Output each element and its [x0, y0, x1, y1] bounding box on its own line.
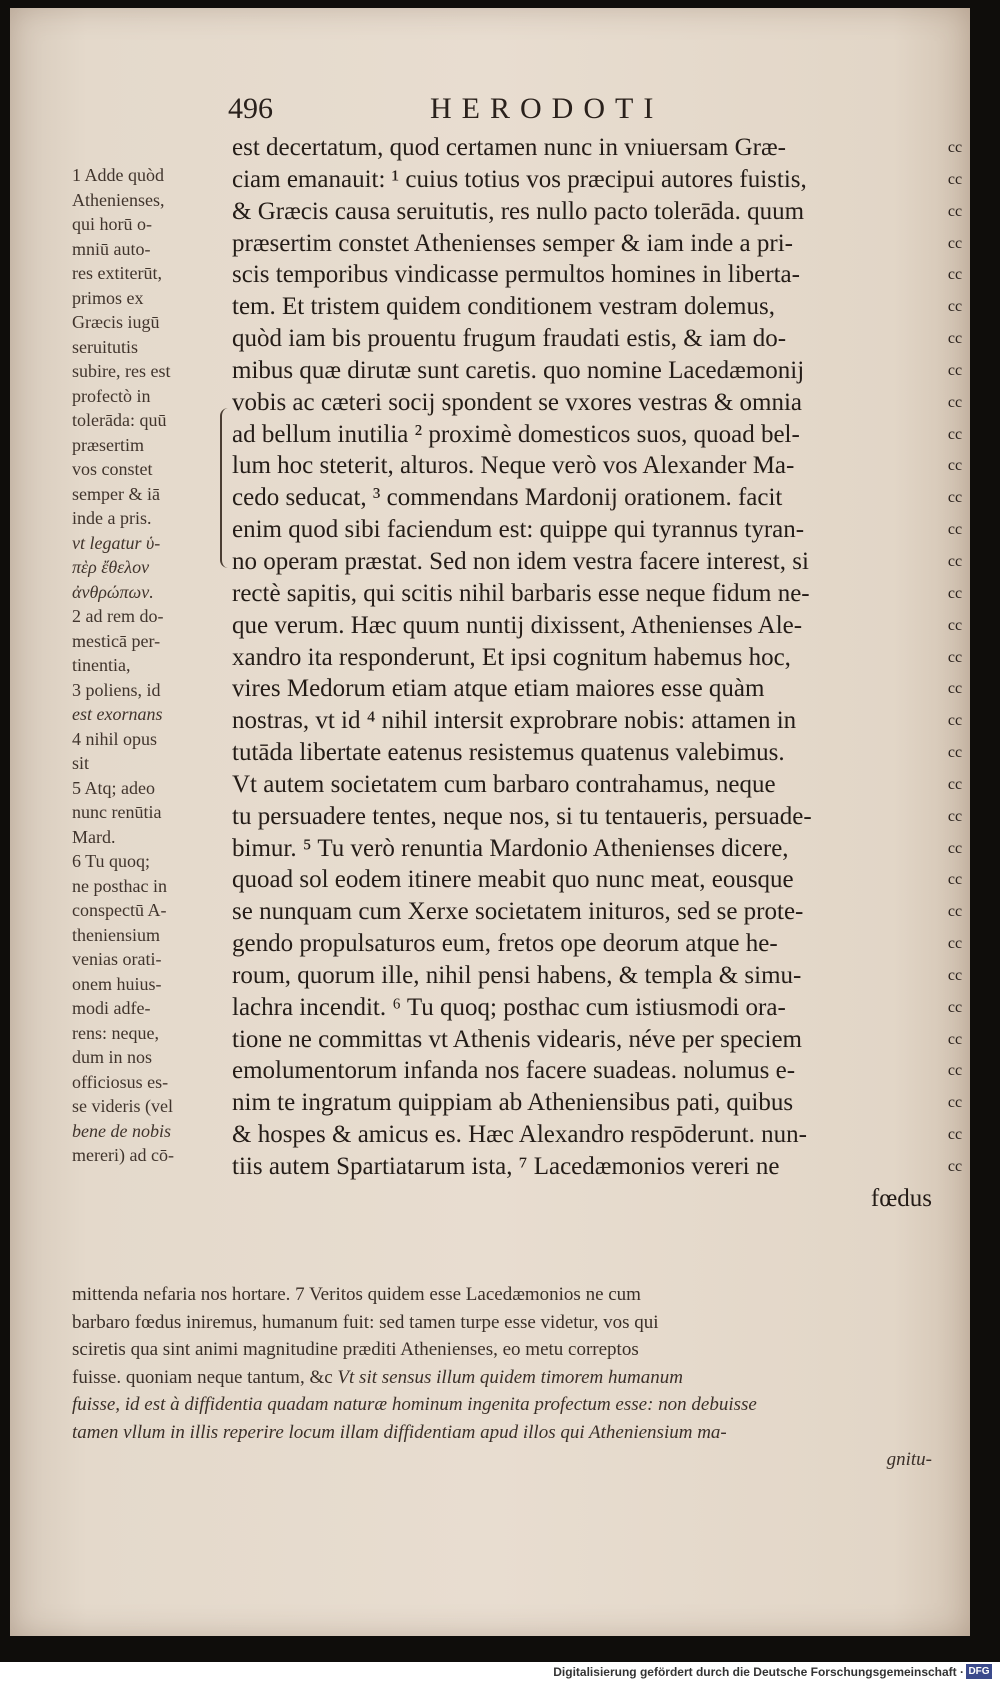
footnote-line	[72, 1336, 932, 1364]
text-line: vobis ac cæteri socij spondent se vxores vestras & omnia	[232, 388, 803, 416]
quote-mark: cc	[947, 1062, 963, 1080]
quote-mark: cc	[947, 361, 963, 379]
quote-mark: cc	[947, 457, 963, 475]
margin-note-line: venias orati-	[72, 949, 162, 969]
margin-note-line: πὲρ ἔθελον	[72, 557, 150, 577]
margin-note-line: ἀνθρώπων.	[72, 581, 154, 602]
footnote-roman-text: fuisse. quoniam neque tantum, &c	[72, 1366, 338, 1388]
text-line: quòd iam bis prouentu frugum fraudati estis, & iam do-	[232, 325, 787, 353]
margin-note-line: vos constet	[72, 459, 153, 479]
text-line: tutāda libertate eatenus resistemus quatenus valebimus.	[232, 739, 785, 767]
quote-mark: cc	[947, 1126, 963, 1144]
margin-note-line: Mard.	[72, 826, 116, 847]
quote-mark: cc	[947, 139, 963, 156]
footnotes	[72, 1281, 932, 1474]
text-line: scis temporibus vindicasse permultos homines in liberta-	[232, 261, 800, 289]
margin-note-line: tinentia,	[72, 655, 131, 675]
footnote-line	[72, 1309, 932, 1337]
text-line: xandro ita responderunt, Et ipsi cognitum habemus hoc,	[232, 643, 791, 671]
margin-note-line: seruitutis	[72, 336, 138, 357]
margin-note-line: conspectū A-	[72, 900, 167, 920]
margin-note-line: nunc renūtia	[72, 802, 162, 822]
quote-mark: cc	[947, 839, 963, 857]
text-line: que verum. Hæc quum nuntij dixissent, Athenienses Ale-	[232, 611, 803, 639]
margin-note-line: se videris (vel	[72, 1096, 173, 1116]
text-line: roum, quorum ille, nihil pensi habens, & templa & simu-	[232, 961, 802, 989]
quote-mark: cc	[947, 489, 963, 507]
page-header	[0, 92, 1000, 132]
footnote-roman-text: sciretis qua sint animi magnitudine præditi Athenienses, eo metu correptos	[72, 1339, 639, 1360]
quote-mark: cc	[947, 202, 963, 220]
text-line: Vt autem societatem cum barbaro contrahamus, neque	[232, 770, 776, 798]
margin-note-line: tolerāda: quū	[72, 410, 167, 430]
quote-mark: cc	[947, 807, 963, 825]
text-line: cedo seducat, ³ commendans Mardonij orationem. facit	[232, 484, 783, 512]
margin-note-line: officiosus es-	[72, 1071, 169, 1092]
margin-note-line: bene de nobis	[72, 1120, 171, 1141]
margin-note-line: primos ex	[72, 287, 144, 308]
text-line: gendo propulsaturos eum, fretos ope deorum atque he-	[232, 930, 778, 958]
margin-note-line: rens: neque,	[72, 1022, 159, 1043]
text-line: quoad sol eodem itinere meabit quo nunc meat, eousque	[232, 866, 794, 894]
footnote-roman-text: mittenda nefaria nos hortare. 7 Veritos quidem esse Lacedæmonios ne cum	[72, 1284, 641, 1305]
margin-note-line: 3 poliens, id	[72, 679, 161, 700]
text-line: præsertim constet Athenienses semper & iam inde a pri-	[232, 229, 793, 257]
quote-mark: cc	[947, 425, 963, 443]
margin-note-line: 6 Tu quoq;	[72, 851, 151, 871]
margin-note-line: Græcis iugū	[72, 312, 160, 332]
text-line: lachra incendit. ⁶ Tu quoq; posthac cum istiusmodi ora-	[232, 993, 786, 1021]
credit-bar	[0, 1662, 1000, 1684]
margin-note-line: qui horū o-	[72, 214, 152, 234]
margin-note-line: res extiterūt,	[72, 263, 162, 283]
quote-mark: cc	[947, 871, 963, 889]
quote-mark: cc	[947, 584, 963, 602]
quote-mark: cc	[947, 680, 963, 698]
margin-note-line: ne posthac in	[72, 875, 167, 896]
margin-notes	[72, 163, 232, 1168]
text-line: no operam præstat. Sed non idem vestra facere interest, si	[232, 547, 809, 575]
text-line: & hospes & amicus es. Hæc Alexandro respōderunt. nun-	[232, 1121, 807, 1149]
text-line: tione ne committas vt Athenis videaris, néve per speciem	[232, 1025, 802, 1053]
quote-mark: cc	[947, 298, 963, 316]
footnote-italic-text: fuisse, id est à diffidentia quadam naturæ hominum ingenita profectum esse: non debuisse	[72, 1394, 757, 1415]
text-line: ad bellum inutilia ² proximè domesticos suos, quoad bel-	[232, 420, 800, 448]
quote-mark: cc	[947, 266, 963, 284]
text-line: nim te ingratum quippiam ab Atheniensibus pati, quibus	[232, 1089, 794, 1117]
margin-note-line: præsertim	[72, 434, 144, 455]
footnote-italic-text: Vt sit sensus illum quidem timorem humanum	[337, 1366, 683, 1388]
text-line: tiis autem Spartiatarum ista, ⁷ Lacedæmonios vereri ne	[232, 1153, 780, 1180]
footnote-line	[72, 1281, 932, 1309]
footnote-italic-text: tamen vllum in illis reperire locum illam diffidentiam apud illos qui Atheniensium ma-	[72, 1421, 727, 1443]
dfg-logo: DFG	[966, 1664, 992, 1679]
margin-note-line: dum in nos	[72, 1047, 153, 1067]
text-line: enim quod sibi faciendum est: quippe qui tyrannus tyran-	[232, 516, 805, 544]
quote-mark: cc	[947, 998, 963, 1016]
text-line: mibus quæ dirutæ sunt caretis. quo nomine Lacedæmonij	[232, 356, 805, 384]
margin-note-line: 1 Adde quòd	[72, 165, 164, 185]
text-line: emolumentorum infanda nos facere suadeas. nolumus e-	[232, 1057, 796, 1085]
text-line: vires Medorum etiam atque etiam maiores esse quàm	[232, 675, 765, 703]
text-line: tu persuadere tentes, neque nos, si tu tentaueris, persuade-	[232, 802, 812, 830]
page-number: 496	[228, 92, 273, 125]
quote-mark: cc	[947, 1158, 963, 1175]
quote-mark: cc	[947, 712, 963, 730]
margin-note-line: vt legatur ὑ-	[72, 532, 161, 553]
quote-mark: cc	[947, 521, 963, 539]
quote-mark: cc	[947, 170, 963, 188]
text-line: rectè sapitis, qui scitis nihil barbaris esse neque fidum ne-	[232, 579, 810, 607]
text-line: bimur. ⁵ Tu verò renuntia Mardonio Athenienses dicere,	[232, 834, 789, 862]
quote-mark: cc	[947, 1030, 963, 1048]
margin-note-line: onem huius-	[72, 973, 162, 994]
quote-mark: cc	[947, 744, 963, 762]
footnote-line	[72, 1391, 932, 1419]
quote-mark: cc	[947, 234, 963, 252]
text-line: nostras, vt id ⁴ nihil intersit exprobrare nobis: attamen in	[232, 707, 797, 735]
margin-note-line: 4 nihil opus	[72, 728, 158, 749]
quote-mark: cc	[947, 616, 963, 634]
digitization-credit: Digitalisierung gefördert durch die Deutsche Forschungsgemeinschaft ·	[553, 1665, 964, 1679]
margin-note-line: theniensium	[72, 924, 160, 945]
margin-note-line: subire, res est	[72, 361, 171, 381]
quote-mark: cc	[947, 648, 963, 666]
margin-note-line: inde a pris.	[72, 508, 152, 528]
footnote-catchword: gnitu-	[886, 1449, 932, 1470]
margin-note-line: modi adfe-	[72, 998, 151, 1018]
margin-note-line: 2 ad rem do-	[72, 606, 164, 626]
quote-mark: cc	[947, 330, 963, 348]
quote-mark: cc	[947, 552, 963, 570]
running-head: HERODOTI	[430, 92, 664, 125]
catchword: fœdus	[870, 1184, 932, 1212]
footnote-line	[72, 1364, 932, 1392]
margin-note-line: sit	[72, 753, 90, 773]
quote-mark: cc	[947, 1094, 963, 1112]
main-text	[232, 132, 932, 1215]
margin-note-line: mereri) ad cō-	[72, 1145, 174, 1165]
footnote-roman-text: barbaro fœdus iniremus, humanum fuit: sed tamen turpe esse videtur, vos qui	[72, 1311, 659, 1333]
footnote-line	[72, 1419, 932, 1447]
quotation-marks-column	[940, 132, 970, 1183]
margin-note-line: profectò in	[72, 385, 151, 406]
text-line: est decertatum, quod certamen nunc in vniuersam Græ-	[232, 134, 786, 161]
quote-mark: cc	[947, 903, 963, 921]
quote-mark: cc	[947, 775, 963, 793]
margin-note-line: mesticā per-	[72, 630, 161, 651]
text-line: & Græcis causa seruitutis, res nullo pacto tolerāda. quum	[232, 197, 805, 225]
quote-mark: cc	[947, 393, 963, 411]
margin-note-line: mniū auto-	[72, 238, 151, 259]
text-line: lum hoc steterit, alturos. Neque verò vos Alexander Ma-	[232, 452, 795, 480]
text-line: tem. Et tristem quidem conditionem vestram dolemus,	[232, 293, 775, 321]
quote-mark: cc	[947, 935, 963, 953]
text-line: ciam emanauit: ¹ cuius totius vos præcipui autores fuistis,	[232, 165, 807, 193]
quote-mark: cc	[947, 966, 963, 984]
margin-note-line: 5 Atq; adeo	[72, 777, 155, 798]
text-line: se nunquam cum Xerxe societatem inituros, sed se prote-	[232, 898, 804, 926]
margin-note-line: semper & iā	[72, 483, 160, 504]
margin-note-line: Athenienses,	[72, 189, 165, 210]
margin-note-line: est exornans	[72, 704, 163, 724]
